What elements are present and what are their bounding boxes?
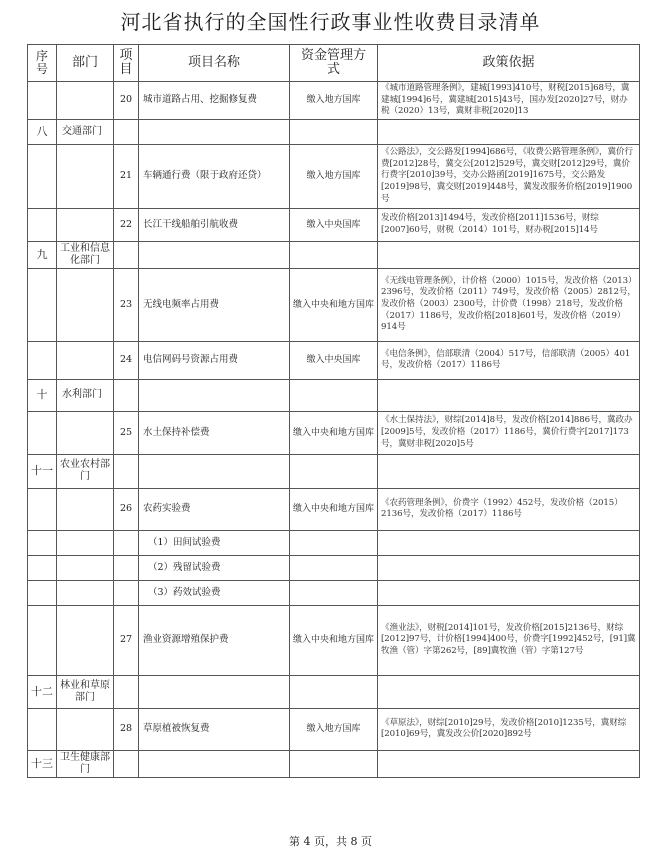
row-dept-cell: 卫生健康部门 <box>57 750 114 777</box>
row-dept-cell <box>57 605 114 675</box>
row-seq-cell <box>28 580 57 605</box>
page-title: 河北省执行的全国性行政事业性收费目录清单 <box>120 10 541 34</box>
table-row <box>28 144 640 208</box>
table-row <box>28 750 640 777</box>
row-seq-cell <box>28 82 57 120</box>
row-name-cell: 水土保持补偿费 <box>139 411 290 454</box>
table-row <box>28 675 640 708</box>
row-fund-cell: 缴入中央国库 <box>290 341 378 379</box>
row-fund-cell <box>290 241 378 268</box>
row-seq-cell: 十三 <box>28 750 57 777</box>
row-num-cell <box>114 119 139 144</box>
row-name-cell: 城市道路占用、挖掘修复费 <box>139 82 290 120</box>
row-policy-cell <box>378 675 640 708</box>
row-seq-cell <box>28 208 57 241</box>
row-name-cell: （1）田间试验费 <box>139 530 290 555</box>
row-policy-cell: 发改价格[2013]1494号，发改价格[2011]1536号，财综[2007]60号，财税（2014）101号，财办税[2015]14号 <box>378 208 640 241</box>
table-row <box>28 708 640 750</box>
row-policy-cell: 《城市道路管理条例》，建城[1993]410号，财税[2015]68号，冀建城[1994]6号，冀建城[2015]43号，国办发[2020]27号，财办税（2020）13号，冀财非税[2020]13 <box>378 82 640 120</box>
row-fund-cell <box>290 530 378 555</box>
row-fund-cell: 缴入中央和地方国库 <box>290 488 378 530</box>
row-num-cell: 22 <box>114 208 139 241</box>
table-row <box>28 411 640 454</box>
row-policy-cell: 《公路法》，交公路发[1994]686号，《收费公路管理条例》，冀价行费[2012]28号，冀交公[2012]529号，冀交财[2012]29号，冀价行费字[2010]39号，交办公路函[2019]1675号，交公路发[2019]98号，冀交财[2019]448号，冀发改服务价格[2019]1900号 <box>378 144 640 208</box>
row-seq-cell <box>28 144 57 208</box>
row-name-cell: 车辆通行费（限于政府还贷） <box>139 144 290 208</box>
row-fund-cell <box>290 750 378 777</box>
row-dept-cell <box>57 341 114 379</box>
row-policy-cell <box>378 379 640 411</box>
row-fund-cell <box>290 555 378 580</box>
row-fund-cell <box>290 119 378 144</box>
row-num-cell <box>114 241 139 268</box>
row-policy-cell: 《农药管理条例》，价费字（1992）452号，发改价格（2015）2136号，发改价格（2017）1186号 <box>378 488 640 530</box>
table-row <box>28 82 640 120</box>
row-seq-cell: 十 <box>28 379 57 411</box>
row-policy-cell <box>378 241 640 268</box>
table-row <box>28 580 640 605</box>
row-seq-cell <box>28 341 57 379</box>
row-fund-cell <box>290 675 378 708</box>
row-dept-cell <box>57 411 114 454</box>
row-name-cell: 草原植被恢复费 <box>139 708 290 750</box>
row-seq-cell <box>28 530 57 555</box>
row-name-cell: 渔业资源增殖保护费 <box>139 605 290 675</box>
table-row <box>28 605 640 675</box>
row-seq-cell: 八 <box>28 119 57 144</box>
row-name-cell <box>139 119 290 144</box>
row-policy-cell <box>378 530 640 555</box>
header-policy: 政策依据 <box>378 45 640 82</box>
row-name-cell: （2）残留试验费 <box>139 555 290 580</box>
row-num-cell: 26 <box>114 488 139 530</box>
row-policy-cell <box>378 119 640 144</box>
row-dept-cell <box>57 580 114 605</box>
row-dept-cell: 水利部门 <box>57 379 114 411</box>
row-dept-cell <box>57 82 114 120</box>
row-policy-cell: 《草原法》，财综[2010]29号，发改价格[2010]1235号，冀财综[2010]69号，冀发改公价[2020]892号 <box>378 708 640 750</box>
row-dept-cell: 农业农村部门 <box>57 454 114 488</box>
table-row <box>28 208 640 241</box>
header-dept: 部门 <box>57 45 114 82</box>
row-fund-cell: 缴入中央和地方国库 <box>290 411 378 454</box>
row-dept-cell <box>57 144 114 208</box>
table-row <box>28 454 640 488</box>
row-name-cell: （3）药效试验费 <box>139 580 290 605</box>
row-fund-cell <box>290 379 378 411</box>
row-dept-cell <box>57 555 114 580</box>
row-num-cell: 27 <box>114 605 139 675</box>
row-fund-cell <box>290 580 378 605</box>
row-dept-cell <box>57 268 114 341</box>
row-num-cell: 20 <box>114 82 139 120</box>
table-row <box>28 119 640 144</box>
row-fund-cell: 缴入地方国库 <box>290 82 378 120</box>
page-footer: 第 4 页，共 8 页 <box>289 835 372 848</box>
header-seq: 序号 <box>28 45 57 82</box>
header-num: 项目 <box>114 45 139 82</box>
row-seq-cell <box>28 411 57 454</box>
row-seq-cell <box>28 708 57 750</box>
row-policy-cell <box>378 750 640 777</box>
header-name: 项目名称 <box>139 45 290 82</box>
row-dept-cell: 工业和信息化部门 <box>57 241 114 268</box>
row-seq-cell <box>28 555 57 580</box>
row-num-cell <box>114 675 139 708</box>
row-seq-cell: 十二 <box>28 675 57 708</box>
row-policy-cell: 《电信条例》，信部联清（2004）517号，信部联清（2005）401号，发改价格（2017）1186号 <box>378 341 640 379</box>
row-dept-cell <box>57 208 114 241</box>
row-name-cell: 长江干线船舶引航收费 <box>139 208 290 241</box>
row-name-cell: 无线电频率占用费 <box>139 268 290 341</box>
row-fund-cell: 缴入中央和地方国库 <box>290 605 378 675</box>
row-num-cell <box>114 555 139 580</box>
row-fund-cell: 缴入中央和地方国库 <box>290 268 378 341</box>
row-seq-cell: 十一 <box>28 454 57 488</box>
row-fund-cell: 缴入地方国库 <box>290 144 378 208</box>
row-dept-cell <box>57 488 114 530</box>
row-num-cell: 24 <box>114 341 139 379</box>
table-header-row <box>28 45 640 82</box>
row-seq-cell <box>28 605 57 675</box>
row-dept-cell: 交通部门 <box>57 119 114 144</box>
row-seq-cell <box>28 268 57 341</box>
row-name-cell: 电信网码号资源占用费 <box>139 341 290 379</box>
row-num-cell: 23 <box>114 268 139 341</box>
row-num-cell: 21 <box>114 144 139 208</box>
row-policy-cell: 《水土保持法》，财综[2014]8号，发改价格[2014]886号，冀政办[2009]5号，发改价格（2017）1186号，冀价行费字[2017]173号，冀财非税[2020]5号 <box>378 411 640 454</box>
header-fund: 资金管理方式 <box>290 45 378 82</box>
row-name-cell <box>139 241 290 268</box>
fee-catalog-table <box>27 44 640 778</box>
row-name-cell: 农药实验费 <box>139 488 290 530</box>
row-num-cell: 25 <box>114 411 139 454</box>
table-row <box>28 341 640 379</box>
row-name-cell <box>139 675 290 708</box>
row-policy-cell: 《无线电管理条例》，计价格（2000）1015号，发改价格（2013）2396号，发改价格（2011）749号，发改价格（2005）2812号，发改价格（2003）2300号，计价费（1998）218号，发改价格（2017）1186号，发改价格[2018]601号，发改价格（2019）914号 <box>378 268 640 341</box>
row-dept-cell: 林业和草原部门 <box>57 675 114 708</box>
table-row <box>28 379 640 411</box>
table-row <box>28 241 640 268</box>
row-dept-cell <box>57 708 114 750</box>
row-name-cell <box>139 379 290 411</box>
row-num-cell <box>114 530 139 555</box>
row-fund-cell: 缴入中央国库 <box>290 208 378 241</box>
table-row <box>28 555 640 580</box>
row-policy-cell <box>378 580 640 605</box>
row-dept-cell <box>57 530 114 555</box>
row-seq-cell: 九 <box>28 241 57 268</box>
row-num-cell <box>114 750 139 777</box>
row-fund-cell <box>290 454 378 488</box>
table-row <box>28 530 640 555</box>
row-num-cell <box>114 580 139 605</box>
row-seq-cell <box>28 488 57 530</box>
row-name-cell <box>139 454 290 488</box>
row-fund-cell: 缴入地方国库 <box>290 708 378 750</box>
row-name-cell <box>139 750 290 777</box>
row-num-cell <box>114 454 139 488</box>
table-row <box>28 488 640 530</box>
table-row <box>28 268 640 341</box>
row-policy-cell <box>378 555 640 580</box>
row-policy-cell <box>378 454 640 488</box>
row-num-cell <box>114 379 139 411</box>
row-policy-cell: 《渔业法》，财税[2014]101号，发改价格[2015]2136号，财综[2012]97号，计价格[1994]400号，价费字[1992]452号，[91]冀牧渔（管）字第262号，[89]冀牧渔（管）字第127号 <box>378 605 640 675</box>
row-num-cell: 28 <box>114 708 139 750</box>
